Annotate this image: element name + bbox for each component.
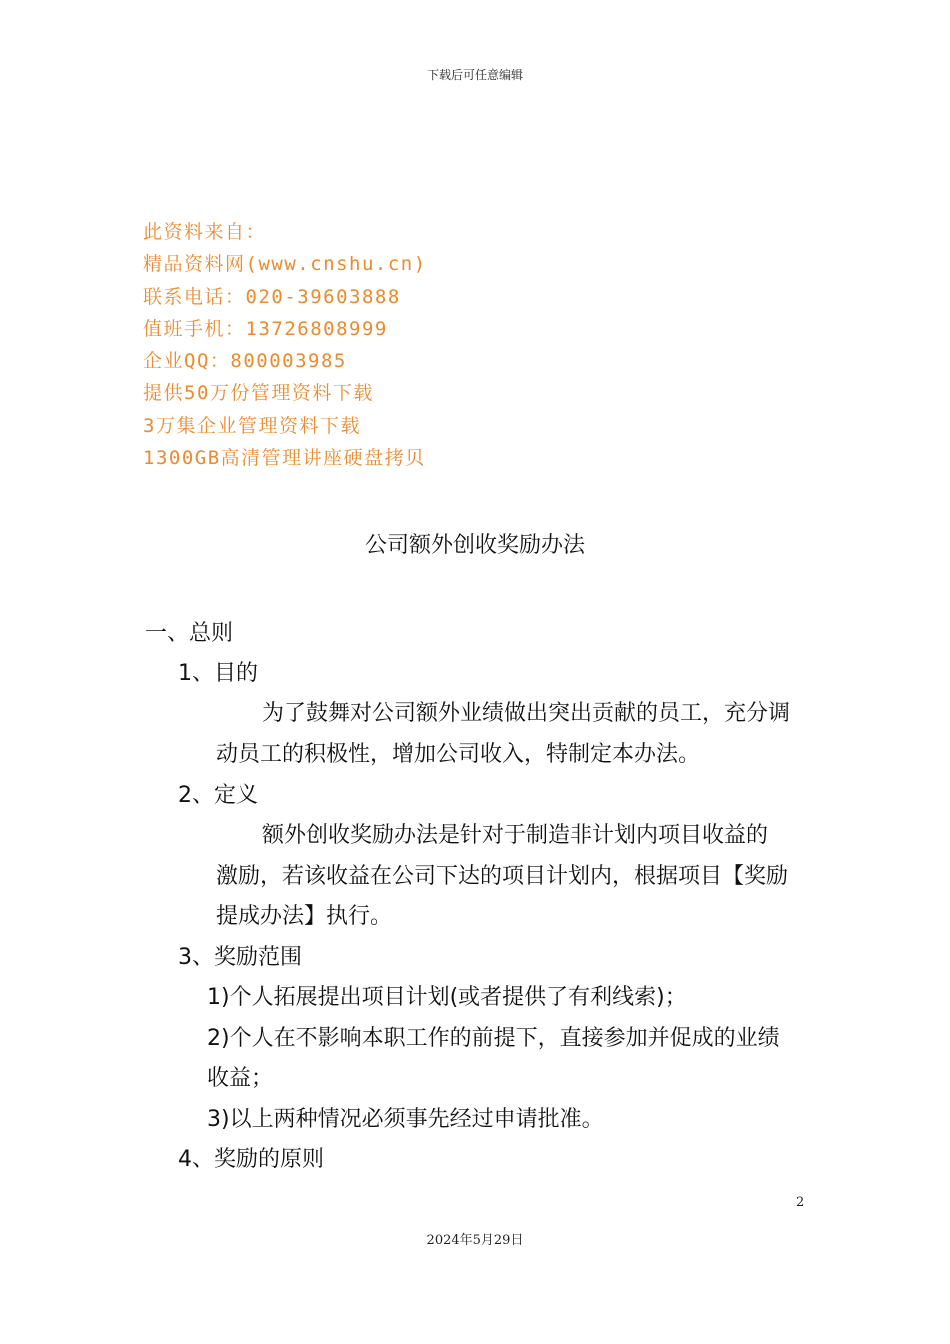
document-title: 公司额外创收奖励办法: [364, 533, 585, 558]
promo-line-offer-3: 1300GB高清管理讲座硬盘拷贝: [143, 447, 426, 470]
item-heading-purpose: 1、目的: [178, 661, 258, 686]
promo-line-qq: 企业QQ：800003985: [143, 350, 347, 373]
list-item: 1)个人拓展提出项目计划(或者提供了有利线索)；: [207, 985, 687, 1010]
paragraph-line: 额外创收奖励办法是针对于制造非计划内项目收益的: [262, 823, 769, 848]
promo-block: [143, 216, 427, 474]
paragraph-line: 激励，若该收益在公司下达的项目计划内，根据项目【奖励: [216, 864, 789, 889]
promo-line-mobile: 值班手机：13726808999: [143, 317, 388, 340]
item-heading-definition: 2、定义: [178, 783, 258, 808]
header-note: 下载后可任意编辑: [426, 68, 523, 82]
promo-line-offer-2: 3万集企业管理资料下载: [143, 414, 361, 437]
promo-line-offer-1: 提供50万份管理资料下载: [143, 382, 374, 405]
promo-line-source: 此资料来自：: [143, 221, 267, 243]
promo-line-website: 精品资料网(www.cnshu.cn): [143, 253, 427, 276]
page-number: 2: [796, 1195, 805, 1210]
paragraph-line: 为了鼓舞对公司额外业绩做出突出贡献的员工，充分调: [262, 701, 791, 726]
section-heading: 一、总则: [145, 621, 234, 646]
list-item: 2)个人在不影响本职工作的前提下，直接参加并促成的业绩: [207, 1026, 780, 1051]
list-item: 3)以上两种情况必须事先经过申请批准。: [207, 1107, 604, 1132]
promo-line-phone: 联系电话：020-39603888: [143, 285, 401, 308]
paragraph-line: 提成办法】执行。: [216, 904, 393, 929]
list-item-continuation: 收益；: [207, 1066, 274, 1091]
footer-date: 2024年5月29日: [426, 1233, 524, 1248]
paragraph-line: 动员工的积极性，增加公司收入，特制定本办法。: [216, 742, 701, 767]
item-heading-scope: 3、奖励范围: [178, 945, 302, 970]
item-heading-principles: 4、奖励的原则: [178, 1147, 324, 1172]
